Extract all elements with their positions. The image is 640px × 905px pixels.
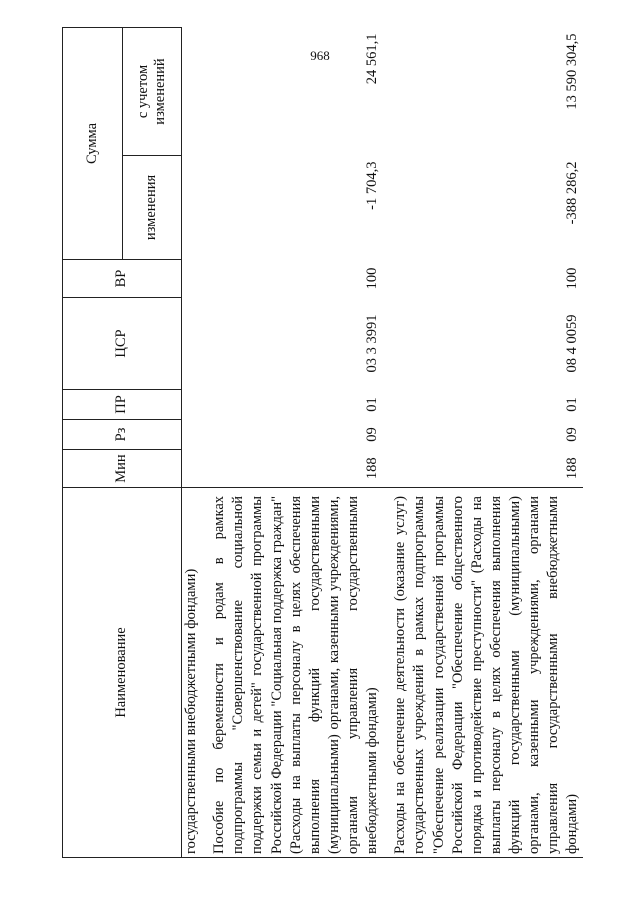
row-change	[182, 156, 202, 260]
row-total: 24 561,1	[364, 33, 381, 85]
row-min: 188	[201, 450, 382, 488]
row-csr: 08 4 0059	[564, 314, 581, 373]
row-min	[182, 450, 202, 488]
budget-table	[62, 27, 583, 858]
table-row	[201, 28, 382, 858]
page-number: 968	[310, 48, 330, 63]
row-vr	[182, 260, 202, 298]
row-name: государственными внебюджетными фондами)	[182, 488, 202, 858]
table-body	[182, 28, 583, 858]
row-rz: 09	[364, 427, 381, 442]
row-name: Расходы на обеспечение деятельности (оказание услуг) государственных учреждений в рамках подпрограммы "Обеспечение реализации государственной программы Российской Федерации "Обеспечение общественного порядка и противодействие преступности" (Расходы на выплаты персоналу в целях обеспечения выполнения функций государственными (муниципальными) органами, казенными учреждениями, органами управления государственными внебюджетными фондами)	[382, 488, 582, 858]
header-with-change: с учетом изменений	[123, 28, 182, 156]
row-vr: 100	[364, 267, 381, 290]
table-row	[382, 28, 582, 858]
header-rz: Рз	[63, 420, 182, 450]
rotated-page	[62, 28, 587, 858]
header-csr: ЦСР	[63, 298, 182, 390]
header-change: изменения	[123, 156, 182, 260]
row-csr: 03 3 3991	[364, 314, 381, 373]
header-summa: Сумма	[63, 28, 123, 260]
row-name: Пособие по беременности и родам в рамках подпрограммы "Совершенствование социальной поддержки семьи и детей" государственной программы Российской Федерации "Социальная поддержка граждан" (Расходы на выплаты персоналу в целях обеспечения выполнения функций государственными (муниципальными) органами, казенными учреждениями, органами управления государственными внебюджетными фондами)	[201, 488, 382, 858]
row-vr: 100	[564, 267, 581, 290]
header-vr: ВР	[63, 260, 182, 298]
header-name: Наименование	[63, 488, 182, 858]
row-total	[182, 28, 202, 156]
row-change: -388 286,2	[564, 161, 581, 225]
row-rz: 09	[564, 427, 581, 442]
row-rz	[182, 420, 202, 450]
row-change: -1 704,3	[364, 161, 381, 210]
row-total: 13 590 304,5	[564, 33, 581, 110]
header-pr: ПР	[63, 390, 182, 420]
row-pr: 01	[564, 397, 581, 412]
table-header	[63, 28, 182, 858]
row-pr: 01	[364, 397, 381, 412]
row-csr	[182, 298, 202, 390]
row-pr	[182, 390, 202, 420]
row-min: 188	[382, 450, 582, 488]
table-row	[182, 28, 202, 858]
header-min: Мин	[63, 450, 182, 488]
